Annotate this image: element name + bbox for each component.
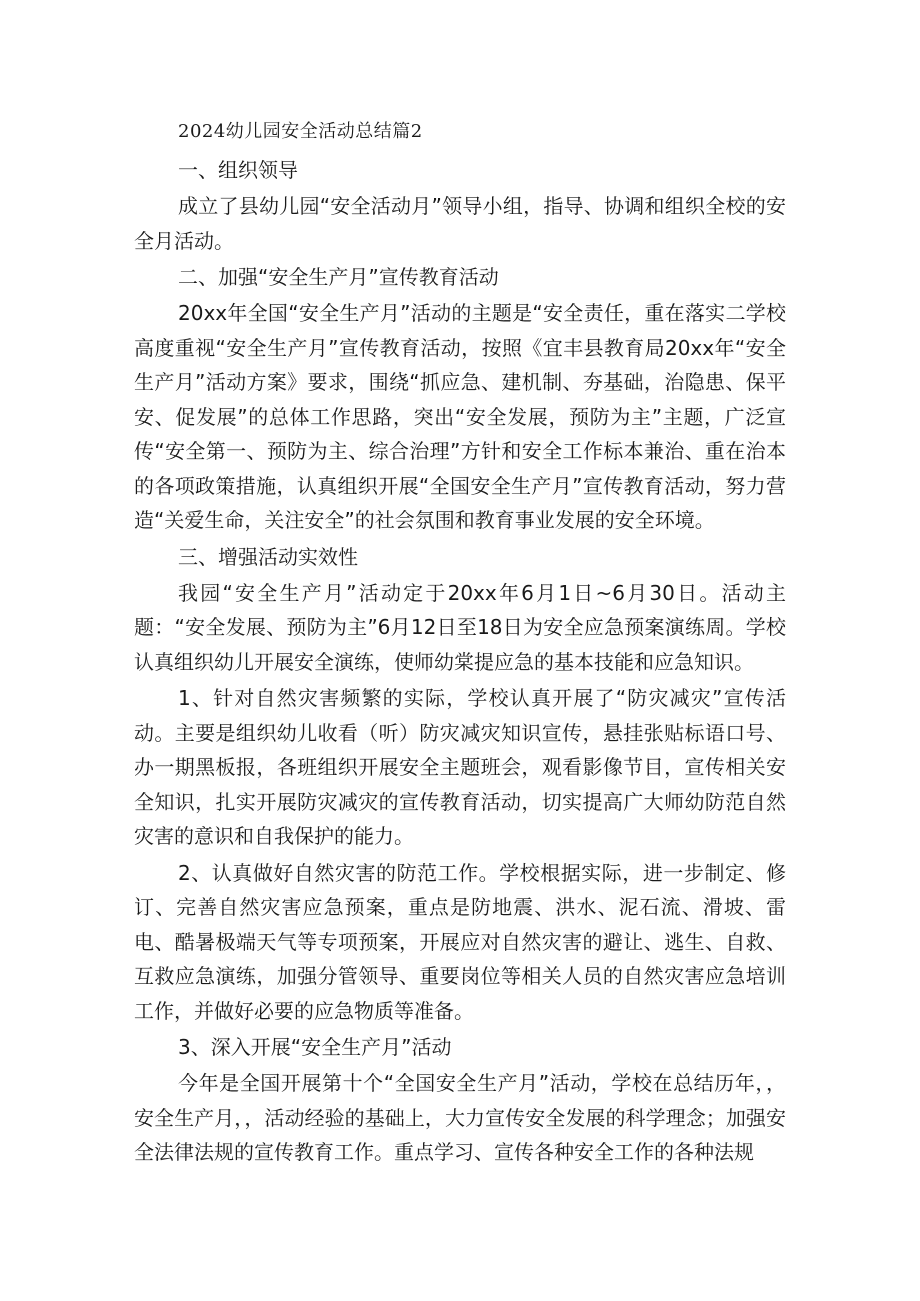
paragraph-disaster-prevention: 2、认真做好自然灾害的防范工作。学校根据实际，进一步制定、修订、完善自然灾害应急预案，重点是防地震、洪水、泥石流、滑坡、雷电、酷暑极端天气等专项预案，开展应对自然灾害的避让、逃生、自救、互救应急演练，加强分管领导、重要岗位等相关人员的自然灾害应急培训工作，并做好必要的应急物质等准备。 — [134, 860, 786, 1023]
section-heading-effectiveness: 三、增强活动实效性 — [178, 544, 358, 569]
paragraph-publicity: 20xx年全国“安全生产月”活动的主题是“安全责任，重在落实二学校高度重视“安全生产月”宣传教育活动，按照《宜丰县教育局20xx年“安全生产月”活动方案》要求，围绕“抓应急、建机制、夯基础，治隐患、保平安、促发展”的总体工作思路，突出“安全发展，预防为主”主题，广泛宣传“安全第一、预防为主、综合治理”方针和安全工作标本兼治、重在治本的各项政策措施，认真组织开展“全国安全生产月”宣传教育活动，努力营造“关爱生命，关注安全”的社会氛围和教育事业发展的安全环境。 — [134, 301, 786, 532]
paragraph-disaster-publicity: 1、针对自然灾害频繁的实际，学校认真开展了“防灾减灾”宣传活动。主要是组织幼儿收看（听）防灾减灾知识宣传，悬挂张贴标语口号、办一期黑板报，各班组织开展安全主题班会，观看影像节目，宣传相关安全知识，扎实开展防灾减灾的宣传教育活动，切实提高广大师幼防范自然灾害的意识和自我保护的能力。 — [134, 686, 786, 848]
document-page — [134, 117, 786, 1172]
paragraph-safety-month: 今年是全国开展第十个“全国安全生产月”活动，学校在总结历年，，安全生产月，，活动经验的基础上，大力宣传安全发展的科学理念；加强安全法律法规的宣传教育工作。重点学习、宣传各种安全工作的各种法规 — [134, 1071, 786, 1164]
section-heading-safety-month: 3、深入开展“安全生产月”活动 — [178, 1035, 452, 1059]
paragraph-organization: 成立了县幼儿园“安全活动月”领导小组，指导、协调和组织全校的安全月活动。 — [134, 194, 786, 253]
section-heading-organization: 一、组织领导 — [178, 158, 298, 182]
document-title: 2024幼儿园安全活动总结篇2 — [178, 121, 423, 142]
paragraph-effectiveness: 我园“安全生产月”活动定于20xx年6月1日~6月30日。活动主题：“安全发展、预防为主”6月12日至18日为安全应急预案演练周。学校认真组织幼儿开展安全演练，使师幼棠提应急的基本技能和应急知识。 — [134, 580, 786, 674]
section-heading-publicity: 二、加强“安全生产月”宣传教育活动 — [178, 265, 499, 289]
